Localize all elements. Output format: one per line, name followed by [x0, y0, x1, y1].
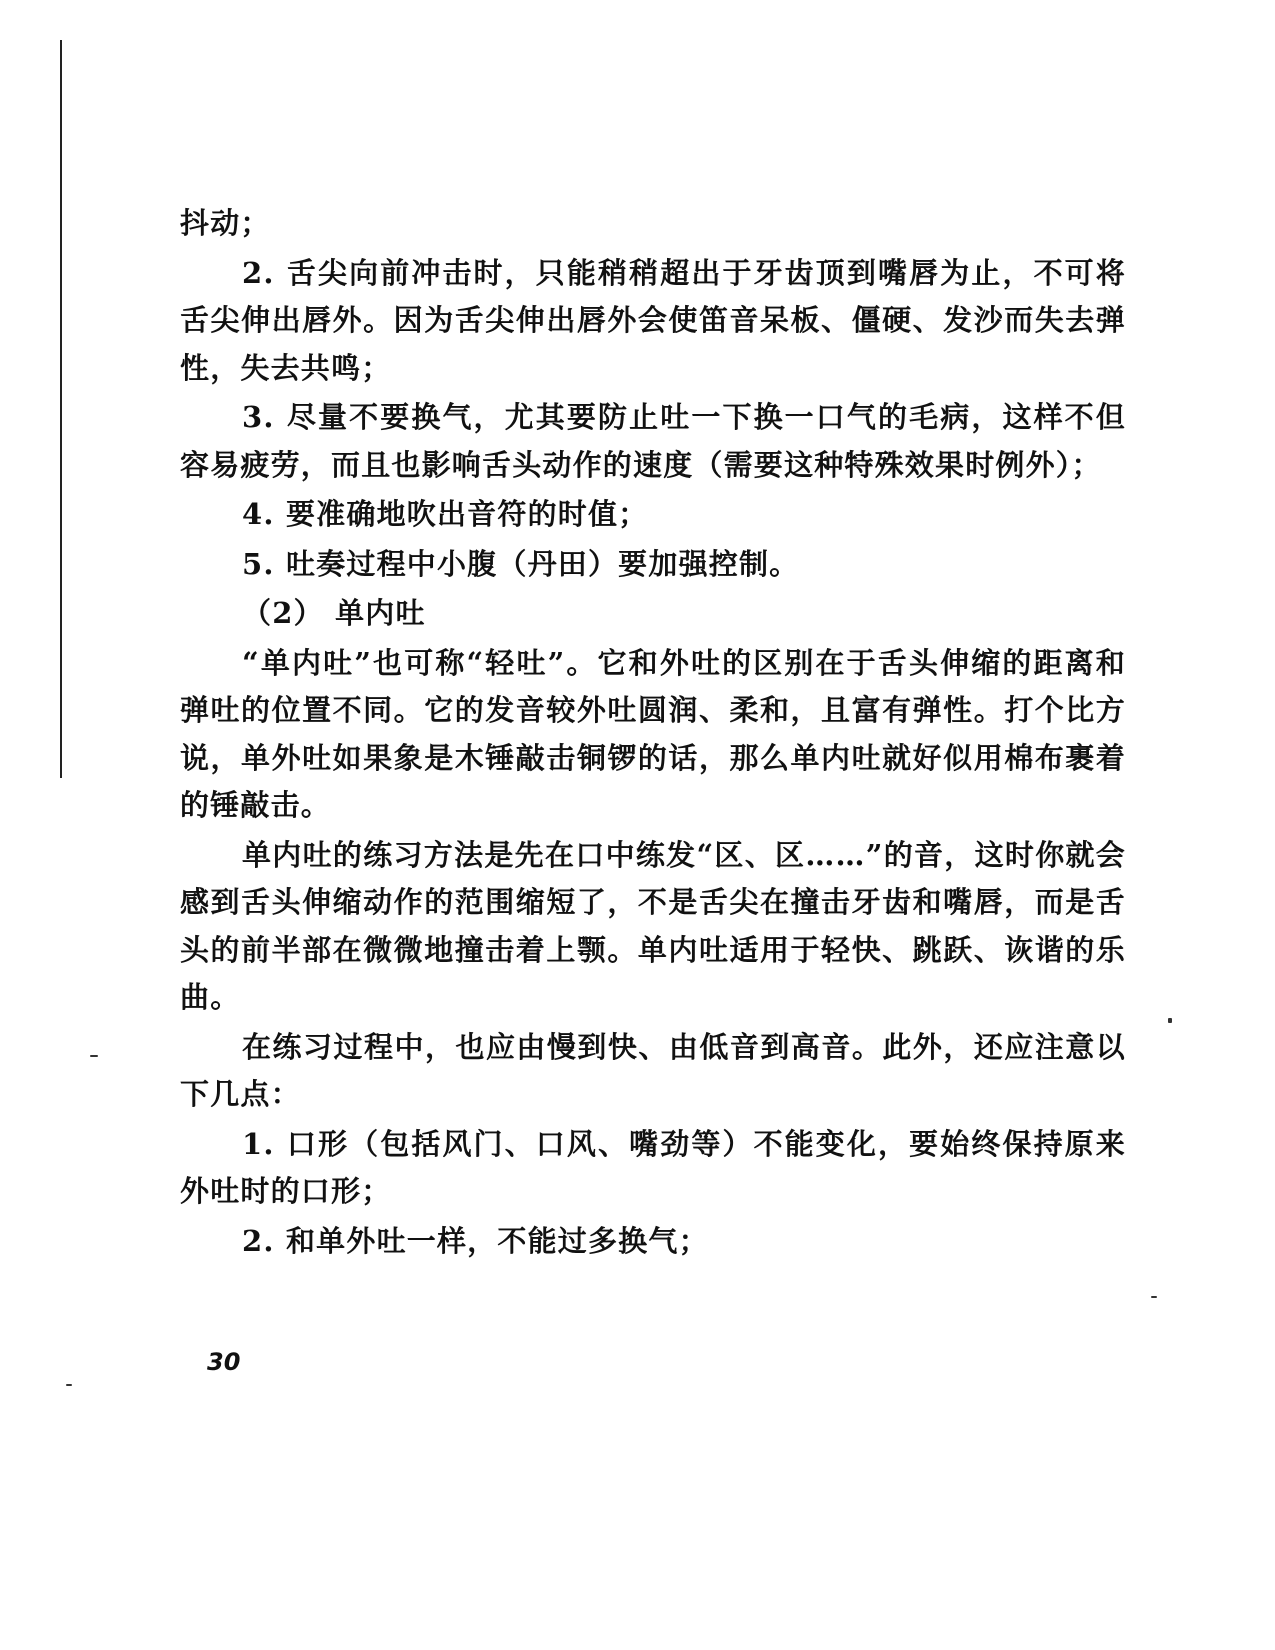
paragraph: “单内吐”也可称“轻吐”。它和外吐的区别在于舌头伸缩的距离和弹吐的位置不同。它的发音较外吐圆润、柔和，且富有弹性。打个比方说，单外吐如果象是木锤敲击铜锣的话，那么单内吐就好似用棉布裹着的锤敲击。 [180, 645, 1126, 822]
page-content [180, 200, 1126, 1267]
section-heading: （2） 单内吐 [242, 596, 426, 630]
paragraph: 1. 口形（包括风门、口风、嘴劲等）不能变化，要始终保持原来外吐时的口形； [180, 1126, 1126, 1208]
binding-line [60, 40, 62, 778]
scan-speck [66, 1384, 72, 1386]
scan-speck [1151, 1296, 1157, 1298]
scan-speck [1168, 1018, 1172, 1023]
paragraph: 4. 要准确地吹出音符的时值； [242, 497, 649, 531]
paragraph: 单内吐的练习方法是先在口中练发“区、区……”的音，这时你就会感到舌头伸缩动作的范围缩短了，不是舌尖在撞击牙齿和嘴唇，而是舌头的前半部在微微地撞击着上颚。单内吐适用于轻快、跳跃、诙谐的乐曲。 [180, 837, 1126, 1014]
paragraph: 2. 和单外吐一样，不能过多换气； [242, 1223, 709, 1258]
paragraph: 3. 尽量不要换气，尤其要防止吐一下换一口气的毛病，这样不但容易疲劳，而且也影响舌头动作的速度（需要这种特殊效果时例外）； [180, 400, 1126, 482]
page-number: 30 [207, 1348, 241, 1376]
paragraph: 抖动； [180, 206, 271, 240]
paragraph: 5. 吐奏过程中小腹（丹田）要加强控制。 [242, 546, 800, 581]
paragraph: 在练习过程中，也应由慢到快、由低音到高音。此外，还应注意以下几点： [180, 1029, 1126, 1111]
paragraph: 2. 舌尖向前冲击时，只能稍稍超出于牙齿顶到嘴唇为止，不可将舌尖伸出唇外。因为舌尖伸出唇外会使笛音呆板、僵硬、发沙而失去弹性，失去共鸣； [180, 255, 1126, 385]
scan-speck [90, 1055, 98, 1057]
